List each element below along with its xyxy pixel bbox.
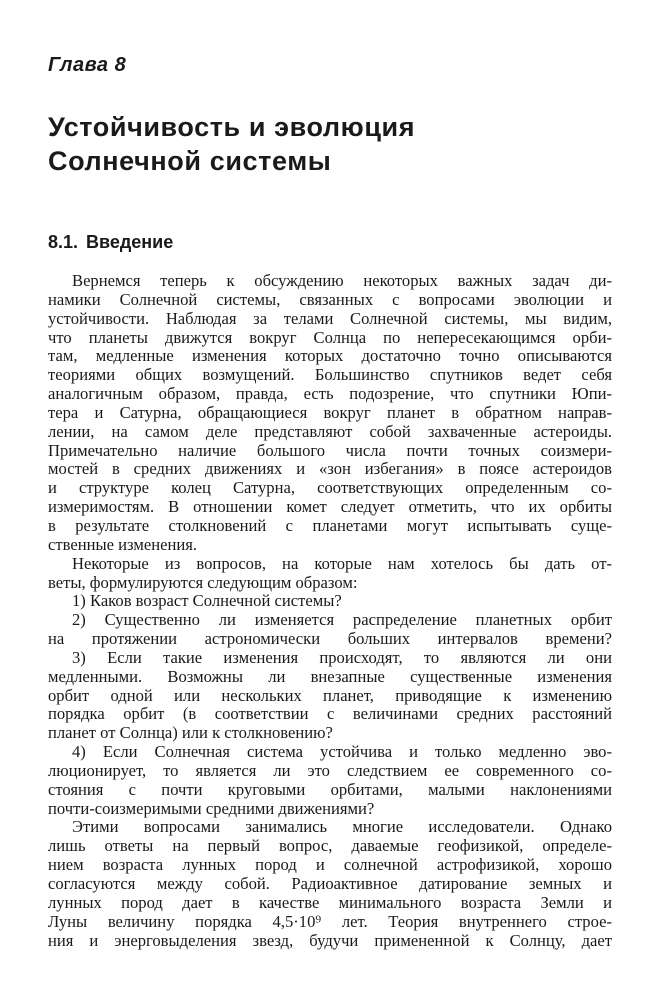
section-number: 8.1. xyxy=(48,232,79,252)
text-line: теориями общих возмущений. Большинство спутников ведет себя xyxy=(48,365,612,385)
text-line: измеримостям. В отношении комет следует отметить, что их орбиты xyxy=(48,497,612,517)
text-line: и структуре колец Сатурна, соответствующих определенным со- xyxy=(48,478,612,498)
text-line: ственные изменения. xyxy=(48,534,197,554)
text-line: почти-соизмеримыми средними движениями? xyxy=(48,798,375,818)
text-line: 4) Если Солнечная система устойчива и только медленно эво- xyxy=(72,742,612,762)
text-line: порядка орбит (в соответствии с величинами средних расстояний xyxy=(48,704,612,724)
chapter-title-line: Устойчивость и эволюция xyxy=(48,112,416,142)
text-line: люционирует, то является ли это следствием ее современного со- xyxy=(48,760,612,780)
section-title: Введение xyxy=(86,232,174,252)
text-line: медленными. Возможны ли внезапные существенные изменения xyxy=(48,666,612,686)
chapter-title xyxy=(48,110,608,178)
text-line: Луны величину порядка 4,5·10⁹ лет. Теория внутреннего строе- xyxy=(48,911,612,931)
text-line: ния и энерговыделения звезд, будучи примененной к Солнцу, дает xyxy=(48,930,612,950)
text-line: веты, формулируются следующим образом: xyxy=(48,572,358,592)
text-line: в результате столкновений с планетами могут испытывать суще- xyxy=(48,515,612,535)
text-line: устойчивости. Наблюдая за телами Солнечной системы, мы видим, xyxy=(48,308,612,328)
text-line: 2) Существенно ли изменяется распределение планетных орбит xyxy=(72,610,612,630)
text-line: Некоторые из вопросов, на которые нам хотелось бы дать от- xyxy=(72,553,612,573)
text-line: лишь ответы на первый вопрос, даваемые геофизикой, определе- xyxy=(48,836,612,856)
text-line: стояния с почти круговыми орбитами, малыми наклонениями xyxy=(48,779,612,799)
text-line: Примечательно наличие большого числа почти точных соизмери- xyxy=(48,440,612,460)
text-line: орбит одной или нескольких планет, приводящие к изменению xyxy=(48,685,612,705)
section-heading xyxy=(48,232,173,253)
text-line: 3) Если такие изменения происходят, то являются ли они xyxy=(72,647,612,667)
text-line: согласуются между собой. Радиоактивное датирование земных и xyxy=(48,874,612,893)
text-line: нием возраста лунных пород и солнечной астрофизикой, хорошо xyxy=(48,855,612,875)
text-line: там, медленные изменения которых достаточно точно описываются xyxy=(48,346,612,366)
text-line: что планеты движутся вокруг Солнца по непересекающимся орби- xyxy=(48,327,612,347)
body-text xyxy=(48,272,612,950)
text-line: Вернемся теперь к обсуждению некоторых важных задач ди- xyxy=(72,271,612,290)
text-line: лении, на самом деле представляют собой захваченные астероиды. xyxy=(48,421,612,441)
chapter-label: Глава 8 xyxy=(48,54,127,76)
text-line: лунных пород дает в качестве минимального возраста Земли и xyxy=(48,892,612,912)
text-line: планет от Солнца) или к столкновению? xyxy=(48,723,333,743)
text-line: мостей в средних движениях и «зон избегания» в поясе астероидов xyxy=(48,459,612,479)
text-line: 1) Каков возраст Солнечной системы? xyxy=(72,591,342,611)
text-line: Этими вопросами занимались многие исследователи. Однако xyxy=(72,817,612,837)
text-line: намики Солнечной системы, связанных с вопросами эволюции и xyxy=(48,289,612,309)
text-line: тера и Сатурна, обращающиеся вокруг планет в обратном направ- xyxy=(48,402,612,422)
text-line: аналогичным образом, правда, есть подозрение, что спутники Юпи- xyxy=(48,384,612,404)
chapter-title-line: Солнечной системы xyxy=(48,146,332,176)
text-line: на протяжении астрономически больших интервалов времени? xyxy=(48,629,612,649)
